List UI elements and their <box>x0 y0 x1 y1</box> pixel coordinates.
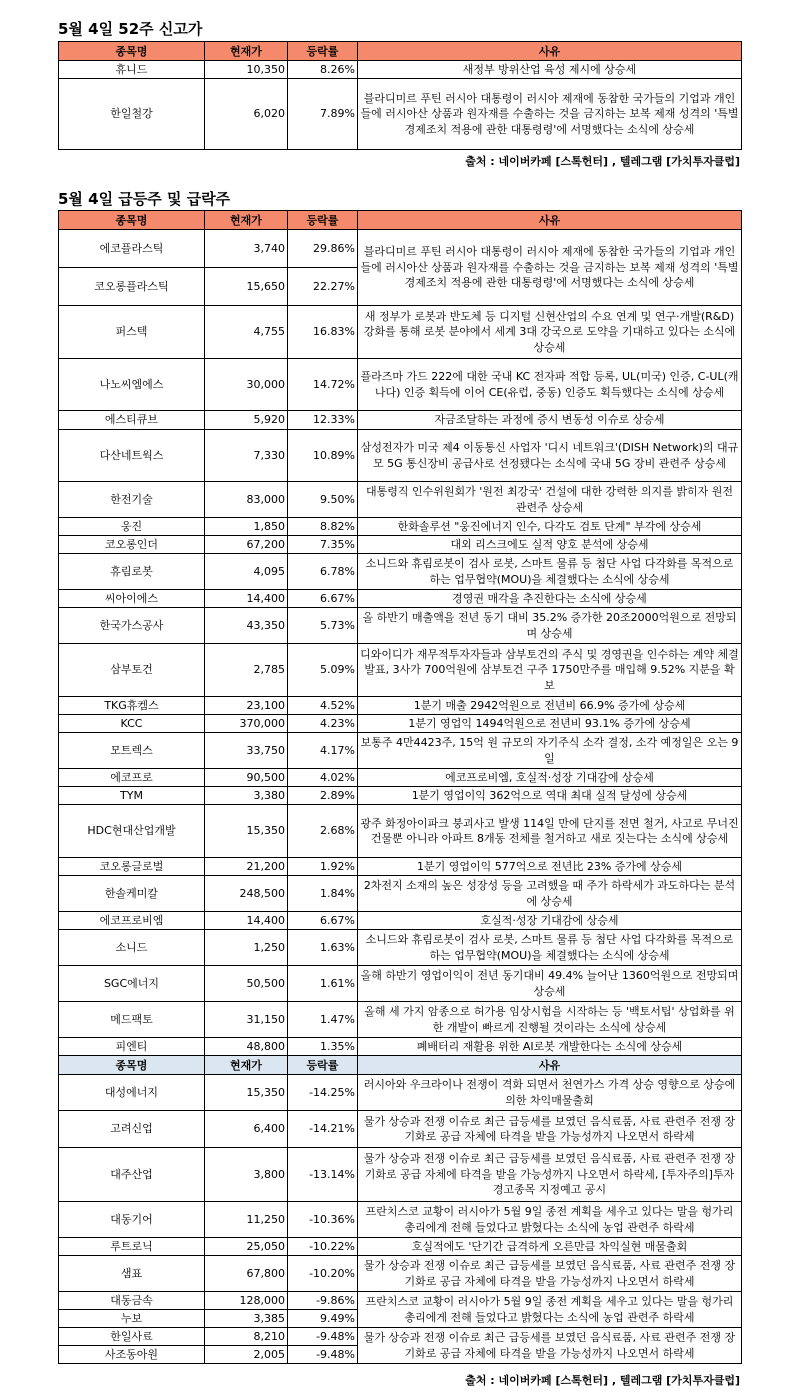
header-reason: 사유 <box>358 1056 742 1075</box>
stock-reason: 블라디미르 푸틴 러시아 대통령이 러시아 제재에 동참한 국가들의 기업과 개인들에 러시아산 상품과 원자재를 수출하는 것을 금지하는 보복 제재 성격의 '특별 경제조치 적용에 관한 대통령령'에 서명했다는 소식에 상승세 <box>358 79 742 150</box>
stock-price: 21,200 <box>205 858 288 876</box>
stock-rate: 16.83% <box>288 306 358 359</box>
header-reason: 사유 <box>358 211 742 230</box>
table-row <box>59 1256 742 1292</box>
stock-reason: 물가 상승과 전쟁 이슈로 최근 급등세를 보였던 음식료품, 사료 관련주 전쟁 장기화로 공급 자체에 타격을 받을 가능성까지 나오면서 하락세, [투자주의]투자경고종목 지정예고 공시 <box>358 1148 742 1202</box>
stock-rate: 1.61% <box>288 966 358 1002</box>
table-row <box>59 411 742 430</box>
stock-reason: 물가 상승과 전쟁 이슈로 최근 급등세를 보였던 음식료품, 사료 관련주 전쟁 장기화로 공급 자체에 타격을 받을 가능성까지 나오면서 하락세 <box>358 1111 742 1148</box>
stock-rate: 2.89% <box>288 787 358 805</box>
source-note: 출처 : 네이버카페 [스톡헌터] , 텔레그램 [가치투자클럽] <box>465 155 740 168</box>
source-note: 출처 : 네이버카페 [스톡헌터] , 텔레그램 [가치투자클럽] <box>465 1374 740 1387</box>
table-row <box>59 930 742 966</box>
stock-price: 128,000 <box>205 1292 288 1310</box>
stock-name: 피엔티 <box>59 1038 205 1056</box>
stock-rate: 29.86% <box>288 230 358 268</box>
table-row <box>59 1075 742 1111</box>
stock-name: 코오롱플라스틱 <box>59 268 205 306</box>
table-row <box>59 608 742 644</box>
stock-price: 67,800 <box>205 1256 288 1292</box>
header-rate: 등락률 <box>288 1056 358 1075</box>
table-row <box>59 1002 742 1038</box>
header-name: 종목명 <box>59 211 205 230</box>
stock-rate: 1.47% <box>288 1002 358 1038</box>
stock-reason: 삼성전자가 미국 제4 이동통신 사업자 '디시 네트워크'(DISH Network)의 대규모 5G 통신장비 공급사로 선정됐다는 소식에 국내 5G 장비 관련주 상승세 <box>358 430 742 482</box>
table-header <box>59 211 742 230</box>
stock-name: SGC에너지 <box>59 966 205 1002</box>
stock-price: 25,050 <box>205 1238 288 1256</box>
header-price: 현재가 <box>205 42 288 61</box>
stock-price: 48,800 <box>205 1038 288 1056</box>
stock-name: KCC <box>59 715 205 733</box>
stock-name: 코오롱인더 <box>59 536 205 554</box>
stock-price: 2,005 <box>205 1346 288 1364</box>
stock-price: 50,500 <box>205 966 288 1002</box>
table-row <box>59 769 742 787</box>
stock-name: 메드팩토 <box>59 1002 205 1038</box>
stock-reason: 광주 화정아이파크 붕괴사고 발생 114일 만에 단지를 전면 철거, 사고로 무너진 건물뿐 아니라 아파트 8개동 전체를 철거하고 새로 짓는다는 소식에 상승세 <box>358 805 742 858</box>
stock-reason: 경영권 매각을 추진한다는 소식에 상승세 <box>358 590 742 608</box>
stock-name: HDC현대산업개발 <box>59 805 205 858</box>
stock-reason: 한화솔루션 "웅진에너지 인수, 다각도 검토 단계" 부각에 상승세 <box>358 518 742 536</box>
stock-reason: 대통령직 인수위원회가 '원전 최강국' 건설에 대한 강력한 의지를 밝히자 원전 관련주 상승세 <box>358 482 742 518</box>
header-price: 현재가 <box>205 1056 288 1075</box>
stock-reason: 플라즈마 가드 222에 대한 국내 KC 전자파 적합 등록, UL(미국) 인증, C-UL(캐나다) 인증 획득에 이어 CE(유럽, 중동) 인증도 획득했다는 소식에 상승세 <box>358 359 742 411</box>
stock-name: 루트로닉 <box>59 1238 205 1256</box>
stock-name: 퍼스텍 <box>59 306 205 359</box>
stock-rate: 10.89% <box>288 430 358 482</box>
stock-reason: 호실적·성장 기대감에 상승세 <box>358 912 742 930</box>
header-name: 종목명 <box>59 1056 205 1075</box>
table-row <box>59 590 742 608</box>
stock-name: 한일철강 <box>59 79 205 150</box>
stock-name: 에코프로비엠 <box>59 912 205 930</box>
stock-reason: 에코프로비엠, 호실적·성장 기대감에 상승세 <box>358 769 742 787</box>
stock-name: 나노씨엠에스 <box>59 359 205 411</box>
stock-name: 휴니드 <box>59 61 205 79</box>
stock-rate: 9.49% <box>288 1310 358 1328</box>
table-row <box>59 1202 742 1238</box>
stock-reason: 1분기 영업이익 362억으로 역대 최대 실적 달성에 상승세 <box>358 787 742 805</box>
table-row <box>59 1111 742 1148</box>
stock-price: 67,200 <box>205 536 288 554</box>
stock-reason: 1분기 매출 2942억원으로 전년비 66.9% 증가에 상승세 <box>358 697 742 715</box>
stock-name: 한솔케미칼 <box>59 876 205 912</box>
stock-price: 30,000 <box>205 359 288 411</box>
header-rate: 등락률 <box>288 42 358 61</box>
movers-table <box>58 210 742 1364</box>
stock-rate: 12.33% <box>288 411 358 430</box>
header-name: 종목명 <box>59 42 205 61</box>
stock-price: 11,250 <box>205 1202 288 1238</box>
table-row <box>59 1148 742 1202</box>
stock-rate: 1.35% <box>288 1038 358 1056</box>
stock-price: 15,350 <box>205 1075 288 1111</box>
stock-rate: -14.21% <box>288 1111 358 1148</box>
table-row <box>59 1292 742 1310</box>
table-row <box>59 733 742 769</box>
stock-rate: 7.35% <box>288 536 358 554</box>
table-row <box>59 359 742 411</box>
stock-name: 씨아이에스 <box>59 590 205 608</box>
stock-reason: 올해 세 가지 암종으로 허가용 임상시험을 시작하는 등 '백토서팁' 상업화를 위한 개발이 빠르게 진행될 것이라는 소식에 상승세 <box>358 1002 742 1038</box>
stock-reason: 대외 리스크에도 실적 양호 분석에 상승세 <box>358 536 742 554</box>
stock-rate: -9.48% <box>288 1328 358 1346</box>
table-row <box>59 966 742 1002</box>
stock-name: 에코프로 <box>59 769 205 787</box>
stock-rate: 1.63% <box>288 930 358 966</box>
stock-name: 대주산업 <box>59 1148 205 1202</box>
table-row <box>59 61 742 79</box>
stock-price: 15,350 <box>205 805 288 858</box>
stock-rate: 6.67% <box>288 590 358 608</box>
stock-price: 3,380 <box>205 787 288 805</box>
stock-name: 샘표 <box>59 1256 205 1292</box>
stock-price: 7,330 <box>205 430 288 482</box>
stock-name: 고려신업 <box>59 1111 205 1148</box>
stock-rate: -9.48% <box>288 1346 358 1364</box>
stock-price: 4,755 <box>205 306 288 359</box>
table-row <box>59 805 742 858</box>
stock-rate: 4.17% <box>288 733 358 769</box>
stock-rate: 1.84% <box>288 876 358 912</box>
table-row <box>59 858 742 876</box>
header-reason: 사유 <box>358 42 742 61</box>
stock-rate: -10.36% <box>288 1202 358 1238</box>
table-header <box>59 1056 742 1075</box>
stock-rate: 5.09% <box>288 644 358 697</box>
stock-rate: 14.72% <box>288 359 358 411</box>
stock-price: 1,850 <box>205 518 288 536</box>
stock-rate: -10.20% <box>288 1256 358 1292</box>
stock-reason: 자금조달하는 과정에 증시 변동성 이슈로 상승세 <box>358 411 742 430</box>
table-row <box>59 430 742 482</box>
stock-rate: 8.82% <box>288 518 358 536</box>
table-row <box>59 715 742 733</box>
stock-name: 소니드 <box>59 930 205 966</box>
stock-price: 83,000 <box>205 482 288 518</box>
stock-name: 삼부토건 <box>59 644 205 697</box>
stock-name: 휴림로봇 <box>59 554 205 590</box>
stock-reason: 새 정부가 로봇과 반도체 등 디지털 신현산업의 수요 연계 및 연구·개발(R&D) 강화를 통해 로봇 분야에서 세계 3대 강국으로 도약을 기대하고 있다는 소식에 상승세 <box>358 306 742 359</box>
stock-rate: 7.89% <box>288 79 358 150</box>
stock-reason: 폐배터리 재활용 위한 AI로봇 개발한다는 소식에 상승세 <box>358 1038 742 1056</box>
stock-rate: 6.78% <box>288 554 358 590</box>
stock-price: 3,740 <box>205 230 288 268</box>
stock-rate: 5.73% <box>288 608 358 644</box>
stock-rate: -14.25% <box>288 1075 358 1111</box>
stock-reason: 새정부 방위산업 육성 제시에 상승세 <box>358 61 742 79</box>
stock-name: TYM <box>59 787 205 805</box>
stock-rate: 4.23% <box>288 715 358 733</box>
stock-name: 한국가스공사 <box>59 608 205 644</box>
table-row <box>59 79 742 150</box>
stock-price: 1,250 <box>205 930 288 966</box>
table-row <box>59 644 742 697</box>
stock-rate: 6.67% <box>288 912 358 930</box>
stock-name: TKG휴켐스 <box>59 697 205 715</box>
stock-name: 한전기술 <box>59 482 205 518</box>
stock-price: 43,350 <box>205 608 288 644</box>
stock-reason: 블라디미르 푸틴 러시아 대통령이 러시아 제재에 동참한 국가들의 기업과 개인들에 러시아산 상품과 원자재를 수출하는 것을 금지하는 보복 제재 성격의 '특별 경제조치 적용에 관한 대통령령'에 서명했다는 소식에 상승세 <box>358 230 742 306</box>
stock-reason: 1분기 영업익 1494억원으로 전년비 93.1% 증가에 상승세 <box>358 715 742 733</box>
stock-price: 31,150 <box>205 1002 288 1038</box>
table-row <box>59 554 742 590</box>
stock-name: 대동기어 <box>59 1202 205 1238</box>
stock-price: 4,095 <box>205 554 288 590</box>
stock-price: 370,000 <box>205 715 288 733</box>
stock-price: 14,400 <box>205 912 288 930</box>
stock-rate: 9.50% <box>288 482 358 518</box>
stock-name: 모트렉스 <box>59 733 205 769</box>
stock-rate: -9.86% <box>288 1292 358 1310</box>
table-row <box>59 697 742 715</box>
stock-rate: 22.27% <box>288 268 358 306</box>
table-header <box>59 42 742 61</box>
stock-reason: 보통주 4만4423주, 15억 원 규모의 자기주식 소각 결정, 소각 예정일은 오는 9일 <box>358 733 742 769</box>
stock-reason: 2차전지 소재의 높은 성장성 등을 고려했을 때 주가 하락세가 과도하다는 분석에 상승세 <box>358 876 742 912</box>
stock-reason: 프란치스코 교황이 러시아가 5월 9일 종전 계획을 세우고 있다는 말을 헝가리 총리에게 전해 들었다고 밝혔다는 소식에 농업 관련주 하락세 <box>358 1202 742 1238</box>
section1-title: 5월 4일 52주 신고가 <box>58 20 203 38</box>
table-row <box>59 876 742 912</box>
stock-name: 사조동아원 <box>59 1346 205 1364</box>
stock-price: 33,750 <box>205 733 288 769</box>
stock-reason: 1분기 영업이익 577억으로 전년比 23% 증가에 상승세 <box>358 858 742 876</box>
stock-rate: 1.92% <box>288 858 358 876</box>
table-row <box>59 536 742 554</box>
stock-reason: 소니드와 휴림로봇이 검사 로봇, 스마트 물류 등 첨단 사업 다각화를 목적으로 하는 업무협약(MOU)을 체결했다는 소식에 상승세 <box>358 930 742 966</box>
stock-name: 대동금속 <box>59 1292 205 1310</box>
table-row <box>59 306 742 359</box>
stock-reason: 러시아와 우크라이나 전쟁이 격화 되면서 천연가스 가격 상승 영향으로 상승에 의한 차익매물출회 <box>358 1075 742 1111</box>
table-row <box>59 518 742 536</box>
stock-price: 3,800 <box>205 1148 288 1202</box>
stock-reason: 올 하반기 매출액을 전년 동기 대비 35.2% 증가한 20조2000억원으로 전망되며 상승세 <box>358 608 742 644</box>
stock-price: 23,100 <box>205 697 288 715</box>
stock-price: 5,920 <box>205 411 288 430</box>
stock-reason: 소니드와 휴림로봇이 검사 로봇, 스마트 물류 등 첨단 사업 다각화를 목적으로 하는 업무협약(MOU)을 체결했다는 소식에 상승세 <box>358 554 742 590</box>
stock-name: 코오롱글로벌 <box>59 858 205 876</box>
stock-price: 14,400 <box>205 590 288 608</box>
header-rate: 등락률 <box>288 211 358 230</box>
table-row <box>59 1238 742 1256</box>
table-row <box>59 1038 742 1056</box>
new-high-table <box>58 41 742 150</box>
table-row <box>59 230 742 268</box>
table-row <box>59 787 742 805</box>
stock-name: 누보 <box>59 1310 205 1328</box>
stock-price: 248,500 <box>205 876 288 912</box>
stock-name: 대성에너지 <box>59 1075 205 1111</box>
table-row <box>59 1328 742 1346</box>
stock-rate: -10.22% <box>288 1238 358 1256</box>
stock-price: 3,385 <box>205 1310 288 1328</box>
stock-name: 에스티큐브 <box>59 411 205 430</box>
stock-reason: 프란치스코 교황이 러시아가 5월 9일 종전 계획을 세우고 있다는 말을 헝가리 총리에게 전해 들었다고 밝혔다는 소식에 농업 관련주 하락세 <box>358 1292 742 1328</box>
stock-rate: 2.68% <box>288 805 358 858</box>
stock-reason: 호실적에도 '단기간 급격하게 오른만큼 차익실현 매물출회 <box>358 1238 742 1256</box>
stock-reason: 물가 상승과 전쟁 이슈로 최근 급등세를 보였던 음식료품, 사료 관련주 전쟁 장기화로 공급 자체에 타격을 받을 가능성까지 나오면서 하락세 <box>358 1256 742 1292</box>
stock-price: 15,650 <box>205 268 288 306</box>
header-price: 현재가 <box>205 211 288 230</box>
stock-name: 에코플라스틱 <box>59 230 205 268</box>
stock-name: 다산네트웍스 <box>59 430 205 482</box>
stock-price: 6,020 <box>205 79 288 150</box>
section2-title: 5월 4일 급등주 및 급락주 <box>58 190 231 208</box>
table-row <box>59 482 742 518</box>
stock-rate: 4.02% <box>288 769 358 787</box>
table-row <box>59 912 742 930</box>
stock-price: 10,350 <box>205 61 288 79</box>
stock-name: 웅진 <box>59 518 205 536</box>
stock-price: 2,785 <box>205 644 288 697</box>
stock-reason: 물가 상승과 전쟁 이슈로 최근 급등세를 보였던 음식료품, 사료 관련주 전쟁 장기화로 공급 자체에 타격을 받을 가능성까지 나오면서 하락세 <box>358 1328 742 1364</box>
stock-price: 6,400 <box>205 1111 288 1148</box>
stock-rate: 8.26% <box>288 61 358 79</box>
stock-rate: -13.14% <box>288 1148 358 1202</box>
stock-price: 8,210 <box>205 1328 288 1346</box>
stock-reason: 디와이디가 재무적투자자들과 삼부토건의 주식 및 경영권을 인수하는 계약 체결 발표, 3사가 700억원에 삼부토건 구주 1750만주를 매입해 9.52% 지분을 확보 <box>358 644 742 697</box>
stock-reason: 올해 하반기 영업이익이 전년 동기대비 49.4% 늘어난 1360억원으로 전망되며 상승세 <box>358 966 742 1002</box>
stock-price: 90,500 <box>205 769 288 787</box>
stock-name: 한일사료 <box>59 1328 205 1346</box>
stock-rate: 4.52% <box>288 697 358 715</box>
